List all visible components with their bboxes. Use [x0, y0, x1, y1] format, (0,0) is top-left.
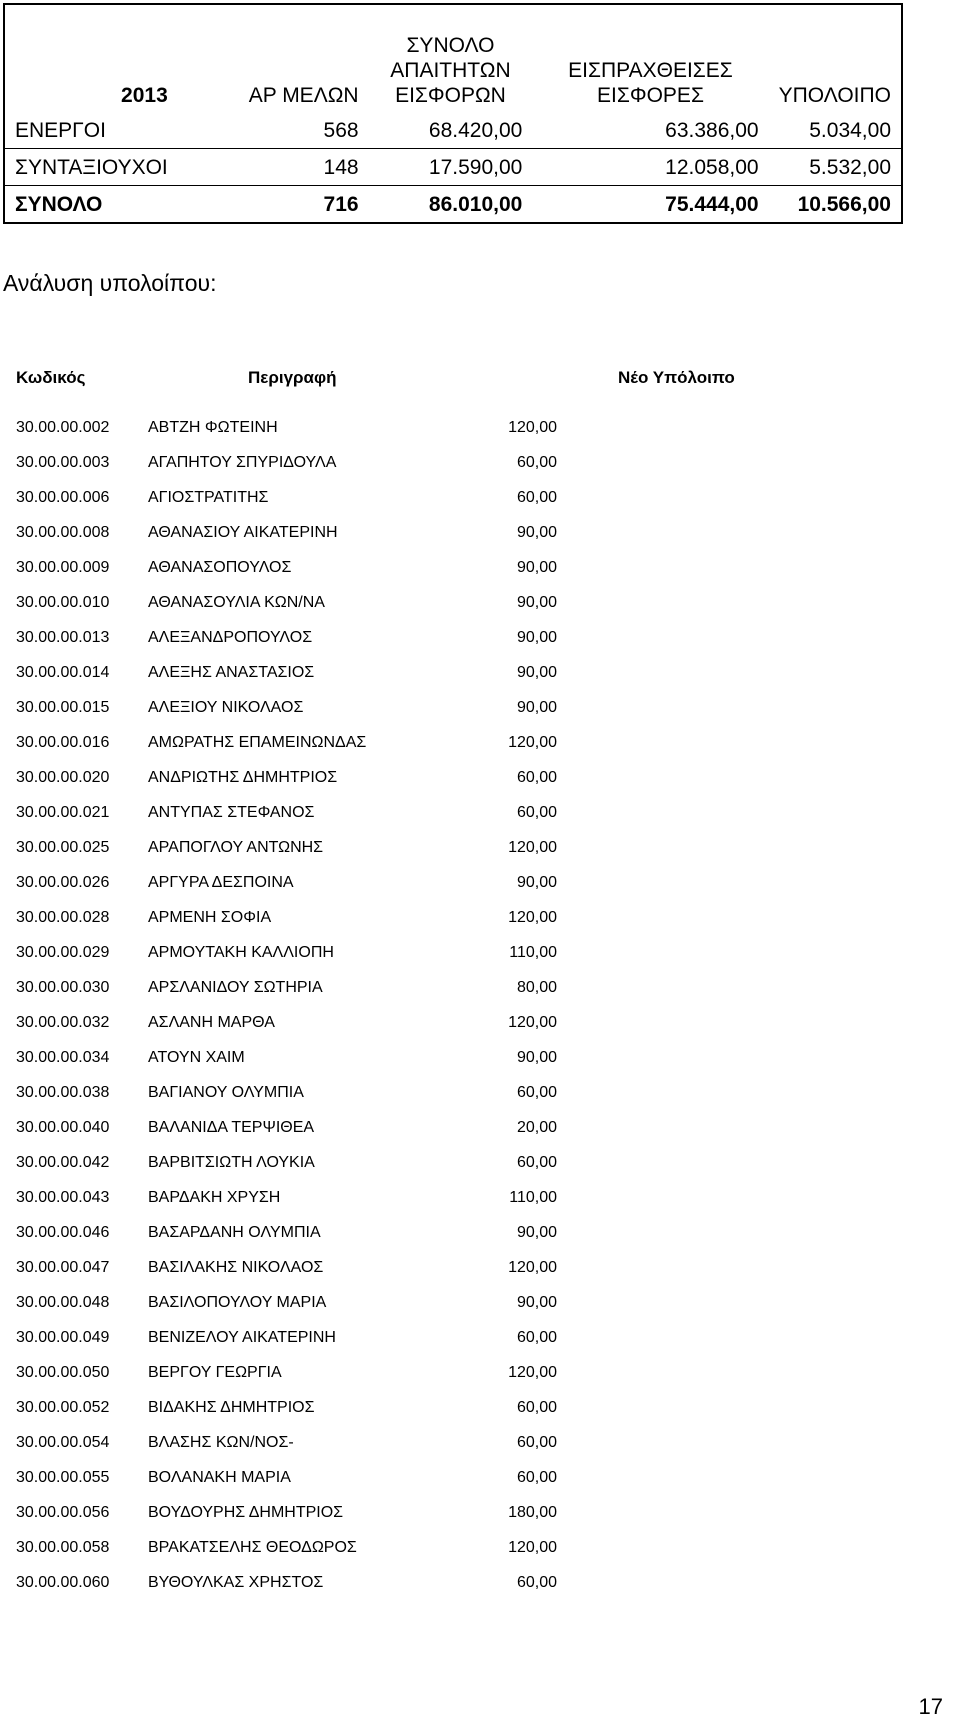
list-item: [0, 488, 960, 523]
list-item: [0, 978, 960, 1013]
summary-row-total: [4, 186, 902, 224]
balance-amount: 110,00: [509, 944, 557, 961]
balance-list: [0, 418, 960, 1608]
list-item: [0, 1398, 960, 1433]
list-item: [0, 838, 960, 873]
account-code: 30.00.00.050: [16, 1364, 110, 1381]
list-item: [0, 1433, 960, 1468]
member-name: ΒΑΓΙΑΝΟΥ ΟΛΥΜΠΙΑ: [148, 1084, 304, 1101]
balance-amount: 110,00: [509, 1189, 557, 1206]
list-item: [0, 663, 960, 698]
member-name: ΑΡΑΠΟΓΛΟΥ ΑΝΤΩΝΗΣ: [148, 839, 324, 856]
balance-amount: 60,00: [516, 1434, 557, 1451]
account-code: 30.00.00.060: [16, 1574, 110, 1591]
list-item: [0, 1293, 960, 1328]
balance-amount: 80,00: [516, 979, 557, 996]
list-item: [0, 1118, 960, 1153]
balance-amount: 90,00: [516, 594, 557, 611]
list-item: [0, 1328, 960, 1363]
account-code: 30.00.00.034: [16, 1049, 110, 1066]
account-code: 30.00.00.055: [16, 1469, 110, 1486]
code-column-header: Κωδικός: [16, 368, 86, 387]
account-code: 30.00.00.042: [16, 1154, 110, 1171]
description-column-header: Περιγραφή: [248, 368, 337, 387]
account-code: 30.00.00.030: [16, 979, 110, 996]
members-value: 148: [178, 149, 369, 186]
collected-value: 63.386,00: [665, 118, 759, 142]
list-item: [0, 453, 960, 488]
balance-amount: 120,00: [508, 1539, 557, 1556]
list-item: [0, 523, 960, 558]
member-name: ΑΡΜΕΝΗ ΣΟΦΙΑ: [148, 909, 272, 926]
list-item: [0, 418, 960, 453]
account-code: 30.00.00.015: [16, 699, 110, 716]
member-name: ΑΣΛΑΝΗ ΜΑΡΘΑ: [148, 1014, 275, 1031]
account-code: 30.00.00.058: [16, 1539, 110, 1556]
account-code: 30.00.00.049: [16, 1329, 110, 1346]
collected-value: 12.058,00: [532, 149, 768, 186]
balance-value: 10.566,00: [769, 186, 902, 224]
list-item: [0, 733, 960, 768]
list-item: [0, 1503, 960, 1538]
member-name: ΑΒΤΖΗ ΦΩΤΕΙΝΗ: [148, 419, 278, 436]
balance-amount: 60,00: [516, 1329, 557, 1346]
account-code: 30.00.00.054: [16, 1434, 110, 1451]
balance-amount: 120,00: [508, 1364, 557, 1381]
account-code: 30.00.00.025: [16, 839, 110, 856]
member-name: ΒΟΛΑΝΑΚΗ ΜΑΡΙΑ: [148, 1469, 291, 1486]
member-name: ΒΑΡΒΙΤΣΙΩΤΗ ΛΟΥΚΙΑ: [148, 1154, 315, 1171]
list-item: [0, 593, 960, 628]
member-name: ΑΡΓΥΡΑ ΔΕΣΠΟΙΝΑ: [148, 874, 294, 891]
member-name: ΒΑΣΑΡΔΑΝΗ ΟΛΥΜΠΙΑ: [148, 1224, 321, 1241]
member-name: ΒΛΑΣΗΣ ΚΩΝ/ΝΟΣ-: [148, 1434, 294, 1451]
balance-amount: 90,00: [516, 664, 557, 681]
balance-amount: 120,00: [508, 909, 557, 926]
account-code: 30.00.00.043: [16, 1189, 110, 1206]
member-name: ΒΑΡΔΑΚΗ ΧΡΥΣΗ: [148, 1189, 281, 1206]
balance-amount: 90,00: [516, 699, 557, 716]
balance-amount: 60,00: [516, 454, 557, 471]
account-code: 30.00.00.003: [16, 454, 110, 471]
list-item: [0, 1153, 960, 1188]
page-number: 17: [918, 1694, 943, 1719]
balance-amount: 60,00: [516, 1399, 557, 1416]
balance-amount: 120,00: [508, 1014, 557, 1031]
balance-amount: 60,00: [516, 1574, 557, 1591]
required-value: 17.590,00: [369, 149, 533, 186]
members-value: 568: [323, 118, 359, 142]
members-value: 716: [178, 186, 369, 224]
balance-amount: 120,00: [508, 419, 557, 436]
account-code: 30.00.00.046: [16, 1224, 110, 1241]
account-code: 30.00.00.008: [16, 524, 110, 541]
member-name: ΒΕΝΙΖΕΛΟΥ ΑΙΚΑΤΕΡΙΝΗ: [148, 1329, 336, 1346]
member-name: ΑΤΟΥΝ ΧΑΙΜ: [148, 1049, 245, 1066]
list-item: [0, 1188, 960, 1223]
account-code: 30.00.00.026: [16, 874, 110, 891]
required-header: ΣΥΝΟΛΟ ΑΠΑΙΤΗΤΩΝ ΕΙΣΦΟΡΩΝ: [390, 34, 511, 107]
row-label: ΣΥΝΤΑΞΙΟΥΧΟΙ: [4, 149, 178, 186]
list-item: [0, 943, 960, 978]
account-code: 30.00.00.032: [16, 1014, 110, 1031]
balance-amount: 90,00: [516, 524, 557, 541]
balance-amount: 60,00: [516, 769, 557, 786]
account-code: 30.00.00.016: [16, 734, 110, 751]
member-name: ΒΑΣΙΛΑΚΗΣ ΝΙΚΟΛΑΟΣ: [148, 1259, 324, 1276]
member-name: ΑΘΑΝΑΣΟΠΟΥΛΟΣ: [148, 559, 292, 576]
member-name: ΑΓΙΟΣΤΡΑΤΙΤΗΣ: [148, 489, 269, 506]
member-name: ΒΡΑΚΑΤΣΕΛΗΣ ΘΕΟΔΩΡΟΣ: [148, 1539, 357, 1556]
list-item: [0, 768, 960, 803]
member-name: ΑΛΕΞΙΟΥ ΝΙΚΟΛΑΟΣ: [148, 699, 304, 716]
balance-value: 5.034,00: [809, 118, 891, 142]
account-code: 30.00.00.052: [16, 1399, 110, 1416]
balance-amount: 90,00: [516, 874, 557, 891]
member-name: ΒΟΥΔΟΥΡΗΣ ΔΗΜΗΤΡΙΟΣ: [148, 1504, 344, 1521]
balance-amount: 20,00: [516, 1119, 557, 1136]
member-name: ΒΑΛΑΝΙΔΑ ΤΕΡΨΙΘΕΑ: [148, 1119, 315, 1136]
collected-value: 75.444,00: [532, 186, 768, 224]
list-item: [0, 908, 960, 943]
member-name: ΑΘΑΝΑΣΟΥΛΙΑ ΚΩΝ/ΝΑ: [148, 594, 325, 611]
balance-header: ΥΠΟΛΟΙΠΟ: [778, 84, 891, 107]
summary-row-active: [4, 112, 902, 149]
balance-amount: 120,00: [508, 734, 557, 751]
required-value: 68.420,00: [428, 118, 523, 142]
account-code: 30.00.00.014: [16, 664, 110, 681]
balance-amount: 60,00: [516, 489, 557, 506]
balance-value: 5.532,00: [769, 149, 902, 186]
list-item: [0, 558, 960, 593]
balance-amount: 90,00: [516, 559, 557, 576]
account-code: 30.00.00.048: [16, 1294, 110, 1311]
balance-amount: 60,00: [516, 804, 557, 821]
list-item: [0, 873, 960, 908]
list-item: [0, 1258, 960, 1293]
account-code: 30.00.00.038: [16, 1084, 110, 1101]
member-name: ΑΘΑΝΑΣΙΟΥ ΑΙΚΑΤΕΡΙΝΗ: [148, 524, 338, 541]
list-item: [0, 803, 960, 838]
balance-amount: 180,00: [508, 1504, 557, 1521]
balance-amount: 60,00: [516, 1084, 557, 1101]
list-item: [0, 1573, 960, 1608]
member-name: ΑΡΣΛΑΝΙΔΟΥ ΣΩΤΗΡΙΑ: [148, 979, 323, 996]
list-item: [0, 1048, 960, 1083]
member-name: ΒΥΘΟΥΛΚΑΣ ΧΡΗΣΤΟΣ: [148, 1574, 324, 1591]
balance-amount: 60,00: [516, 1469, 557, 1486]
list-item: [0, 1083, 960, 1118]
account-code: 30.00.00.021: [16, 804, 110, 821]
account-code: 30.00.00.028: [16, 909, 110, 926]
row-label: ΕΝΕΡΓΟΙ: [15, 118, 106, 142]
list-item: [0, 1468, 960, 1503]
balance-amount: 60,00: [516, 1154, 557, 1171]
list-item: [0, 628, 960, 663]
balance-amount: 90,00: [516, 1294, 557, 1311]
summary-header-row: [4, 4, 902, 112]
account-code: 30.00.00.009: [16, 559, 110, 576]
account-code: 30.00.00.056: [16, 1504, 110, 1521]
balance-amount: 90,00: [516, 1049, 557, 1066]
member-name: ΑΝΤΥΠΑΣ ΣΤΕΦΑΝΟΣ: [148, 804, 315, 821]
balance-amount: 120,00: [508, 1259, 557, 1276]
row-label: ΣΥΝΟΛΟ: [4, 186, 178, 224]
member-name: ΒΙΔΑΚΗΣ ΔΗΜΗΤΡΙΟΣ: [148, 1399, 315, 1416]
member-name: ΒΕΡΓΟΥ ΓΕΩΡΓΙΑ: [148, 1364, 282, 1381]
required-value: 86.010,00: [369, 186, 533, 224]
list-item: [0, 698, 960, 733]
new-balance-column-header: Νέο Υπόλοιπο: [618, 368, 735, 387]
balance-amount: 120,00: [508, 839, 557, 856]
member-name: ΑΝΔΡΙΩΤΗΣ ΔΗΜΗΤΡΙΟΣ: [148, 769, 338, 786]
account-code: 30.00.00.040: [16, 1119, 110, 1136]
account-code: 30.00.00.002: [16, 419, 110, 436]
balance-amount: 90,00: [516, 629, 557, 646]
balance-amount: 90,00: [516, 1224, 557, 1241]
member-name: ΑΛΕΞΑΝΔΡΟΠΟΥΛΟΣ: [148, 629, 313, 646]
members-header: ΑΡ ΜΕΛΩΝ: [248, 84, 359, 107]
summary-table: [3, 3, 903, 224]
member-name: ΑΓΑΠΗΤΟΥ ΣΠΥΡΙΔΟΥΛΑ: [148, 454, 337, 471]
account-code: 30.00.00.029: [16, 944, 110, 961]
year-header: 2013: [121, 84, 168, 107]
section-title: Ανάλυση υπολοίπου:: [3, 270, 217, 296]
account-code: 30.00.00.013: [16, 629, 110, 646]
summary-row-pensioners: [4, 149, 902, 186]
account-code: 30.00.00.010: [16, 594, 110, 611]
list-item: [0, 1538, 960, 1573]
list-item: [0, 1223, 960, 1258]
collected-header: ΕΙΣΠΡΑΧΘΕΙΣΕΣ ΕΙΣΦΟΡΕΣ: [568, 59, 733, 107]
member-name: ΑΛΕΞΗΣ ΑΝΑΣΤΑΣΙΟΣ: [148, 664, 315, 681]
account-code: 30.00.00.047: [16, 1259, 110, 1276]
member-name: ΑΡΜΟΥΤΑΚΗ ΚΑΛΛΙΟΠΗ: [148, 944, 334, 961]
account-code: 30.00.00.020: [16, 769, 110, 786]
account-code: 30.00.00.006: [16, 489, 110, 506]
member-name: ΑΜΩΡΑΤΗΣ ΕΠΑΜΕΙΝΩΝΔΑΣ: [148, 734, 367, 751]
member-name: ΒΑΣΙΛΟΠΟΥΛΟΥ ΜΑΡΙΑ: [148, 1294, 327, 1311]
list-item: [0, 1363, 960, 1398]
list-item: [0, 1013, 960, 1048]
